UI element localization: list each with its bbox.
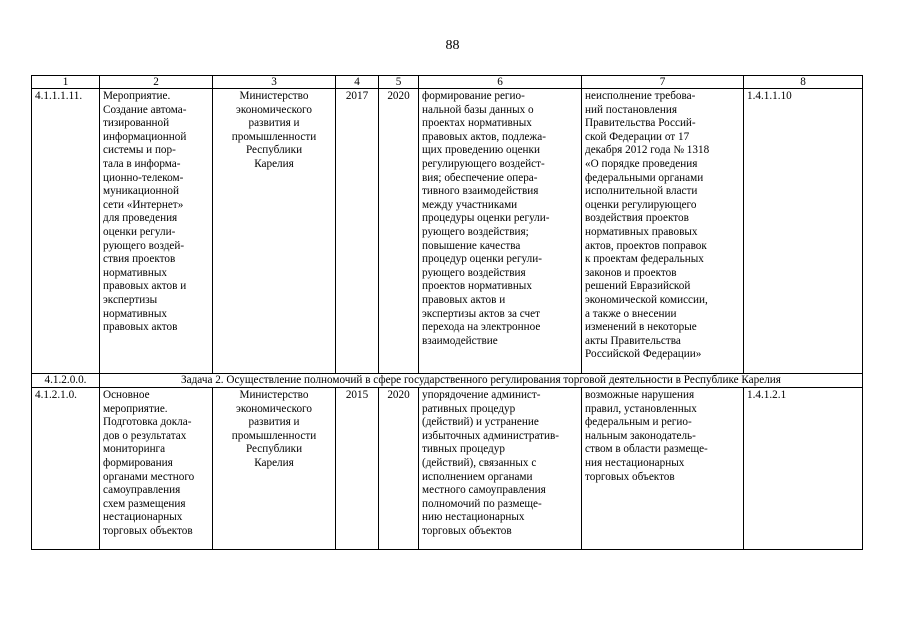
column-number: 2: [100, 76, 213, 89]
measure-consequences: [582, 388, 744, 550]
text-line: нормативных: [103, 307, 167, 320]
text-line: процедуры оценки регули-: [422, 212, 550, 225]
text-line: Республики: [245, 443, 303, 456]
text-line: нальной базы данных о: [422, 103, 534, 116]
measure-executor: [213, 388, 336, 550]
text-line: Мероприятие.: [103, 90, 171, 102]
measure-link: 1.4.1.1.10: [744, 89, 863, 374]
text-line: упорядочение админист-: [422, 389, 541, 401]
text-line: сети «Интернет»: [103, 198, 184, 211]
text-line: вия; обеспечение опера-: [422, 171, 538, 184]
text-line: для проведения: [103, 212, 178, 225]
text-line: торговых объектов: [585, 470, 675, 483]
measure-name: [100, 89, 213, 374]
text-line: взаимодействие: [422, 334, 498, 347]
text-line: правовых актов: [103, 321, 178, 334]
measure-start-year: 2017: [336, 89, 379, 374]
text-line: тивных процедур: [422, 443, 505, 456]
text-line: акты Правительства: [585, 334, 681, 347]
text-line: экономической комиссии,: [585, 293, 708, 306]
task-code: 4.1.2.0.0.: [32, 374, 100, 388]
text-line: Республики: [245, 144, 303, 157]
text-line: муникационной: [103, 185, 180, 198]
measure-code: 4.1.2.1.0.: [32, 388, 100, 550]
text-line: правил, установленных: [585, 402, 697, 415]
text-line: тизированной: [103, 117, 170, 130]
text-line: нальным законодатель-: [585, 429, 696, 442]
text-line: ствия проектов: [103, 253, 176, 266]
text-line: мероприятие.: [103, 402, 168, 415]
text-line: избыточных административ-: [422, 429, 560, 442]
column-number: 3: [213, 76, 336, 89]
text-line: информационной: [103, 130, 187, 143]
text-line: дов о результатах: [103, 429, 187, 442]
text-line: промышленности: [231, 130, 317, 143]
text-line: исполнением органами: [422, 470, 533, 483]
page-number: 88: [445, 38, 460, 53]
text-line: Правительства Россий-: [585, 117, 696, 130]
text-line: ративных процедур: [422, 402, 516, 415]
text-line: рующего воздействия;: [422, 225, 529, 238]
measures-table: [31, 75, 863, 550]
text-line: формирование регио-: [422, 90, 525, 102]
text-line: регулирующего воздейст-: [422, 157, 545, 170]
task-row: [32, 374, 863, 388]
text-line: рующего воздей-: [103, 239, 185, 252]
text-line: полномочий по размеще-: [422, 497, 542, 510]
text-line: (действий), связанных с: [422, 456, 537, 469]
text-line: экспертизы актов за счет: [422, 307, 541, 320]
text-line: «О порядке проведения: [585, 157, 698, 170]
text-line: решений Евразийской: [585, 280, 691, 293]
measure-consequences: [582, 89, 744, 374]
text-line: проектах нормативных: [422, 117, 532, 130]
text-line: к проектам федеральных: [585, 253, 704, 266]
measure-end-year: 2020: [379, 89, 419, 374]
measure-start-year: 2015: [336, 388, 379, 550]
text-line: Создание автома-: [103, 103, 187, 116]
text-line: щих проведению оценки: [422, 144, 540, 157]
text-line: органами местного: [103, 470, 195, 483]
text-line: развития и: [248, 117, 300, 130]
text-line: рующего воздействия: [422, 266, 526, 279]
text-line: федеральным и регио-: [585, 416, 692, 429]
text-line: (действий) и устранение: [422, 416, 539, 429]
text-line: торговых объектов: [422, 524, 512, 537]
text-line: ний постановления: [585, 103, 677, 116]
text-line: торговых объектов: [103, 524, 193, 537]
table-row: [32, 388, 863, 550]
text-line: местного самоуправления: [422, 484, 546, 497]
text-line: декабря 2012 года № 1318: [585, 144, 710, 157]
text-line: тала в информа-: [103, 157, 181, 170]
text-line: развития и: [248, 416, 300, 429]
text-line: Основное: [103, 389, 150, 401]
text-line: тивного взаимодействия: [422, 185, 539, 198]
measure-name: [100, 388, 213, 550]
text-line: нестационарных: [103, 511, 183, 524]
text-line: нию нестационарных: [422, 511, 525, 524]
text-line: а также о внесении: [585, 307, 677, 320]
text-line: оценки регули-: [103, 225, 176, 238]
text-line: исполнительной власти: [585, 185, 698, 198]
text-line: самоуправления: [103, 484, 181, 497]
measure-result: [419, 388, 582, 550]
text-line: между участниками: [422, 198, 518, 211]
text-line: ния нестационарных: [585, 456, 685, 469]
measure-code: 4.1.1.1.11.: [32, 89, 100, 374]
text-line: формирования: [103, 456, 173, 469]
column-number: 1: [32, 76, 100, 89]
text-line: ционно-телеком-: [103, 171, 184, 184]
text-line: изменений в некоторые: [585, 321, 697, 334]
column-header-row: [32, 76, 863, 89]
text-line: Министерство: [239, 90, 309, 102]
measure-result: [419, 89, 582, 374]
text-line: нормативных: [103, 266, 167, 279]
column-number: 8: [744, 76, 863, 89]
text-line: экспертизы: [103, 293, 158, 306]
text-line: Российской Федерации»: [585, 348, 702, 361]
column-number: 6: [419, 76, 582, 89]
text-line: воздействия проектов: [585, 212, 689, 225]
text-line: экономического: [236, 103, 312, 116]
text-line: схем размещения: [103, 497, 186, 510]
text-line: Министерство: [239, 389, 309, 401]
text-line: правовых актов, подлежа-: [422, 130, 546, 143]
text-line: мониторинга: [103, 443, 166, 456]
text-line: федеральными органами: [585, 171, 704, 184]
text-line: системы и пор-: [103, 144, 176, 157]
text-line: неисполнение требова-: [585, 90, 696, 102]
text-line: нормативных правовых: [585, 225, 698, 238]
text-line: Карелия: [254, 157, 294, 170]
column-number: 7: [582, 76, 744, 89]
column-number: 5: [379, 76, 419, 89]
text-line: оценки регулирующего: [585, 198, 697, 211]
text-line: возможные нарушения: [585, 389, 695, 401]
text-line: ской Федерации от 17: [585, 130, 690, 143]
text-line: перехода на электронное: [422, 321, 541, 334]
text-line: Карелия: [254, 456, 294, 469]
text-line: правовых актов и: [103, 280, 187, 293]
measure-executor: [213, 89, 336, 374]
text-line: Подготовка докла-: [103, 416, 192, 429]
task-title: Задача 2. Осуществление полномочий в сфере государственного регулирования торговой деятельности в Республике Карелия: [100, 374, 863, 388]
table-row: [32, 89, 863, 374]
text-line: правовых актов и: [422, 293, 506, 306]
column-number: 4: [336, 76, 379, 89]
text-line: актов, проектов поправок: [585, 239, 707, 252]
text-line: повышение качества: [422, 239, 521, 252]
text-line: законов и проектов: [585, 266, 677, 279]
text-line: проектов нормативных: [422, 280, 532, 293]
measure-link: 1.4.1.2.1: [744, 388, 863, 550]
measure-end-year: 2020: [379, 388, 419, 550]
text-line: экономического: [236, 402, 312, 415]
text-line: ством в области размеще-: [585, 443, 708, 456]
text-line: промышленности: [231, 429, 317, 442]
text-line: процедур оценки регули-: [422, 253, 542, 266]
